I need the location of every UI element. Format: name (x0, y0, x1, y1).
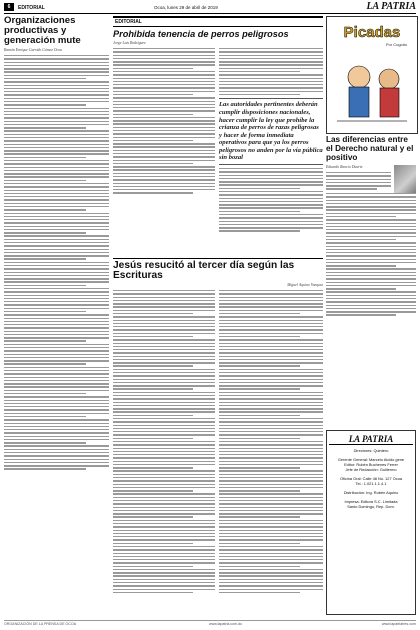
left-article-title: Organizaciones productivas y generación mute (4, 15, 81, 46)
newspaper-logo: LA PATRIA (366, 1, 416, 12)
cartoon-credit: Por Cogoito (385, 42, 407, 47)
page-footer (4, 620, 416, 628)
cartoon-illustration (327, 17, 417, 133)
jesus-article (113, 258, 323, 595)
footer-center: www.lapatria.com.do (209, 622, 243, 626)
footer-right: www.lapatriatres.com (381, 622, 416, 626)
commentary-byline: Eduardo Rancio Duarte (326, 165, 363, 169)
commentary-title: Las diferencias entre el Derecho natural y el positivo (326, 135, 414, 162)
masthead-line-5: Oficina Gral: Calle 48 No. 127 Ocoa (339, 476, 403, 481)
editorial-title: Prohibida tenencia de perros peligrosos (113, 29, 289, 39)
masthead-logo: LA PATRIA (329, 434, 413, 445)
masthead-box (326, 430, 416, 615)
cartoon-panel (326, 16, 418, 134)
editorial-byline: Jorge Luis Rodríguez (113, 41, 146, 45)
editorial-label: EDITORIAL (113, 16, 323, 27)
left-column (4, 16, 109, 472)
editorial-body-col2 (219, 48, 323, 234)
commentary-body (326, 193, 416, 316)
masthead-line-8: Impresa: Editora S.C. Limitada (344, 499, 398, 504)
editorial-body-col1 (113, 48, 215, 234)
editorial-pull-quote: Las autoridades pertinentes deberán cumplir disposiciones nacionales, hacer cumplir la ley que prohíbe la crianza de perros de razas peligrosas y hacer de forma inmediata operativos para que ya los perros peligrosos no anden por la vía pública sin bozal (219, 98, 323, 165)
masthead-line-1: Directores: Quintero (353, 448, 389, 453)
cartoon-title: Picadas (343, 24, 401, 41)
section-label: EDITORIAL (18, 5, 45, 11)
jesus-article-col1 (113, 290, 215, 595)
left-article-body (4, 55, 109, 470)
masthead-line-3: Editor: Rubén Buchenes Ferrer (344, 462, 398, 467)
masthead-line-9: Santo Domingo, Rep. Dom. (347, 504, 395, 509)
jesus-article-title: Jesús resucitó al tercer día según las Escrituras (113, 260, 295, 281)
left-article-byline: Ramón Enrique Garrido Gómez Ocoa (4, 48, 63, 52)
page-number: 6 (4, 3, 14, 11)
jesus-article-col2 (219, 290, 323, 595)
masthead-line-6: Tel.: 1.021.1.1.4.1 (355, 481, 387, 486)
page-header (4, 2, 416, 14)
commentary-section (326, 135, 416, 318)
jesus-article-byline: Miguel Aquino Vazquez (287, 283, 323, 287)
masthead-line-4: Jefe de Redacción: Guillermo (345, 467, 397, 472)
masthead-line-2: Gerente General: Marcelo Alcido gene (337, 457, 405, 462)
footer-left: ORGANIZACIÓN DE LA PRENSA DE OCOA (4, 622, 77, 626)
issue-date: Ocoa, lunes 29 de abril de 2019 (154, 5, 218, 10)
masthead-line-7: Distribución: Ing. Rubén Aquino (343, 490, 399, 495)
editorial-section (113, 16, 323, 234)
author-photo (394, 165, 416, 193)
